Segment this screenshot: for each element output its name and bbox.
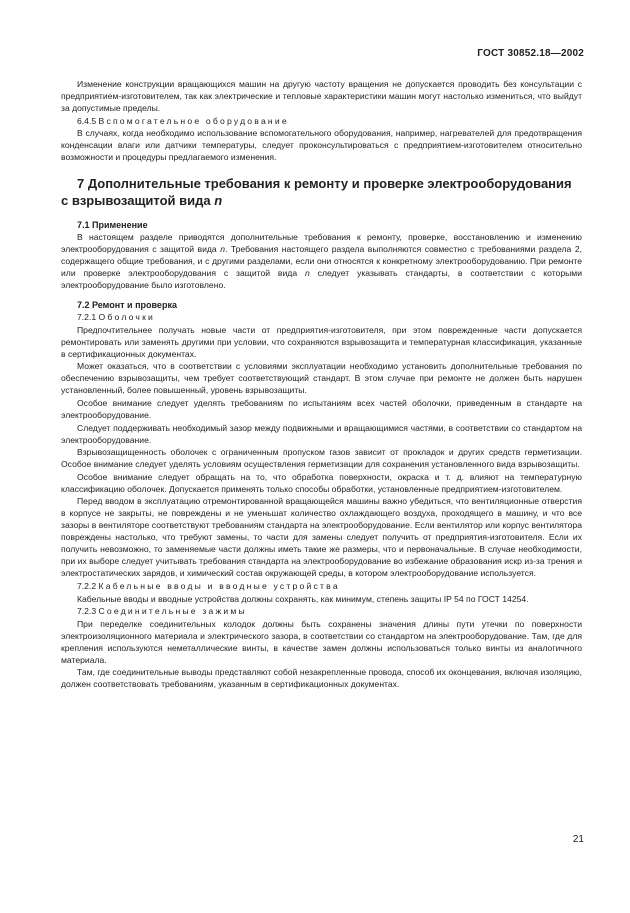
paragraph: Предпочтительнее получать новые части от предприятия-изготовителя, при этом поврежденные части допускается ремонтировать или заменять другими при условии, что сохраняются взрывозащита и температурная классификация, указанные в сертификационных документах. [61,324,582,359]
subsection-number: 6.4.5 [77,115,99,126]
italic-n: n [304,268,310,279]
subsection-heading-7-2-3 [61,605,582,617]
text-run: следует указывать стандарты, в соответствии с которыми электрооборудование было изготовлено. [61,268,582,291]
paragraph: Особое внимание следует уделять требованиям по испытаниям всех частей оболочки, приведенным в стандарте на электрооборудование. [61,397,582,420]
subsection-heading-7-2: 7.2 Ремонт и проверка [77,300,177,311]
subsection-number: 7.2.2 [77,580,99,591]
paragraph: Там, где соединительные выводы представляют собой незакрепленные провода, способ их оконцевания, включая изоляцию, должен соответствовать требованиям, указанным в сертификационных документах. [61,667,582,690]
document-body [61,78,582,691]
text-run: . Требования настоящего раздела выполняются совместно с требованиями раздела 2, содержащего общие требования, и с другими разделами, если они относятся к конкретному электрооборудованию. При ремонте или проверке электрооборудования с защитой вида [61,244,582,279]
paragraph: В случаях, когда необходимо использование вспомогательного оборудования, например, нагревателей для предотвращения конденсации влаги или датчики температуры, следует проконсультироваться с предприятием-изготовителем относительно возможности и процедуры предлагаемого изменения. [61,128,582,163]
paragraph: Взрывозащищенность оболочек с ограниченным пропуском газов зависит от прокладок и других средств герметизации. Особое внимание следует уделять условиям осуществления герметизации для сохранения установленного вида взрывозащиты. [61,447,582,470]
subsection-number: 7.2.1 [77,312,99,323]
subsection-heading-6-4-5 [61,115,582,127]
page-number: 21 [572,834,584,845]
subsection-heading-7-2-1 [61,311,582,323]
subsection-title: Соединительные зажимы [98,606,247,617]
subsection-number: 7.2.3 [77,606,99,617]
subsection-heading-7-1: 7.1 Применение [77,220,148,231]
paragraph: Кабельные вводы и вводные устройства должны сохранять, как минимум, степень защиты IP 54 по ГОСТ 14254. [77,593,529,604]
paragraph [61,231,582,291]
paragraph: Может оказаться, что в соответствии с условиями эксплуатации необходимо установить дополнительные требования по обеспечению взрывозащиты, чем требует соответствующий стандарт. В этом случае при ремонте не должен быть нарушен установленный, более повышенный, уровень взрывозащиты. [61,361,582,396]
section-title: 7 Дополнительные требования к ремонту и проверке электрооборудования с взрывозащитой вида [61,176,572,209]
section-title-italic-n: n [214,193,223,209]
subsection-title: Кабельные вводы и вводные устройства [98,580,340,591]
paragraph: Следует поддерживать необходимый зазор между подвижными и вращающимися частями, в соответствии со стандартом на электрооборудование. [61,422,582,445]
subsection-heading-7-2-2 [61,580,582,592]
paragraph: Особое внимание следует обращать на то, что обработка поверхности, окраска и т. д. влияют на температурную классификацию оболочек. Допускается применять только способы обработки, установленные предприятием-изготовителем. [61,471,582,494]
subsection-title: Оболочки [98,312,156,323]
text-run: В настоящем разделе приводятся дополнительные требования к ремонту, проверке, восстановлению и изменению электрооборудования с защитой вида [61,232,582,255]
paragraph: Перед вводом в эксплуатацию отремонтированной вращающейся машины важно убедиться, что вентиляционные отверстия в корпусе не закрыты, не повреждены и не уменьшат количество охлаждающего воздуха, проходящего в машину, и что все зазоры в вентиляторе соответствуют требованиям стандарта на электрооборудование. Если вентилятор или корпус вентилятора повреждены настолько, что требуют замены, то части для замены следует получить от предприятия-изготовителя. Если их получить невозможно, то заменяемые части должны иметь такие же размеры, что и первоначальные. В случае необходимости, при их выборе следует учитывать требования стандарта на электрооборудование во избежание образования искр из-за трения и электростатических зарядов, и химический состав окружающей среды, в котором электрооборудование используется. [61,496,582,579]
paragraph: При переделке соединительных колодок должны быть сохранены значения длины пути утечки по поверхности электроизоляционного материала и электрического зазора, в соответствии со стандартом на электрооборудование. Там, где для крепления используются неметаллические винты, в качестве замен должны использоваться только винты из аналогичного материала. [61,618,582,665]
paragraph: Изменение конструкции вращающихся машин на другую частоту вращения не допускается проводить без консультации с предприятием-изготовителем, так как электрические и тепловые характеристики машин могут настолько измениться, что выйдут за допустимые пределы. [61,79,582,113]
italic-n: n [220,244,225,255]
section-7-heading [61,175,582,209]
document-code-header: ГОСТ 30852.18—2002 [477,48,584,59]
subsection-title: Вспомогательное оборудование [98,115,289,126]
